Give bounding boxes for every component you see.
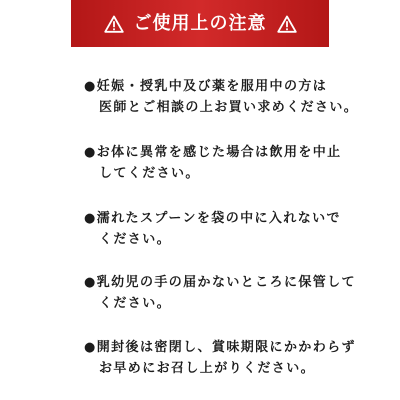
caution-item-line: ●乳幼児の手の届かないところに保管して [84, 275, 356, 290]
caution-item [84, 142, 342, 184]
caution-item [84, 208, 341, 250]
caution-item-line: ●濡れたスプーンを袋の中に入れないで [84, 211, 341, 226]
caution-item [84, 76, 359, 118]
caution-item-line: ●お体に異常を感じた場合は飲用を中止 [84, 145, 342, 160]
banner-title: ご使用上の注意 [133, 12, 267, 34]
warning-triangle-icon [104, 15, 124, 33]
caution-item-line: ください。 [99, 296, 172, 311]
caution-item-line: してください。 [99, 166, 200, 181]
caution-item-line: 医師とご相談の上お買い求めください。 [99, 100, 359, 115]
caution-item [84, 272, 356, 314]
caution-item [84, 337, 356, 379]
caution-item-line: お早めにお召し上がりください。 [99, 361, 316, 376]
caution-item-line: ●開封後は密閉し、賞味期限にかかわらず [84, 340, 356, 355]
caution-item-line: ●妊娠・授乳中及び薬を服用中の方は [84, 79, 328, 94]
caution-item-line: ください。 [99, 232, 172, 247]
caution-banner [71, 0, 329, 47]
warning-triangle-icon [277, 15, 297, 33]
